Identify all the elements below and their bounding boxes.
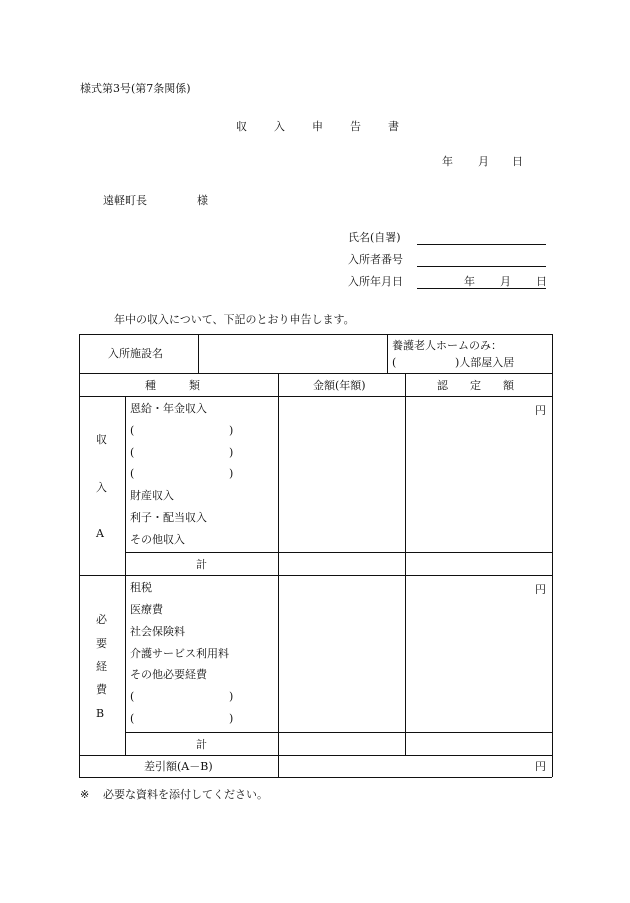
entry-month-label: 月 <box>500 275 511 288</box>
income-item: 財産収入 <box>130 489 174 502</box>
expense-section-char: B <box>96 707 105 720</box>
footnote-mark: ※ <box>80 788 90 801</box>
expense-item: ( <box>130 712 135 725</box>
income-total-label: 計 <box>196 558 207 571</box>
header-type: 種 類 <box>145 379 200 392</box>
addressee-name: 遠軽町長 <box>103 194 147 207</box>
expense-item: 医療費 <box>130 603 163 616</box>
nursing-home-note: 養護老人ホームのみ： <box>392 339 502 352</box>
income-item: ( <box>130 467 135 480</box>
title-char: 告 <box>350 120 361 133</box>
expense-item: ( <box>130 690 135 703</box>
resident-number-field[interactable] <box>417 266 546 267</box>
income-section-char: 収 <box>96 433 107 446</box>
header-amount: 金額(年額) <box>313 379 366 392</box>
income-item: ( <box>130 424 135 437</box>
expense-section-char: 経 <box>96 660 107 673</box>
difference-amount-field[interactable] <box>279 756 551 776</box>
form-number: 様式第3号(第7条関係) <box>80 82 191 95</box>
expense-item-close: ) <box>229 690 234 703</box>
expense-total-amount-field[interactable] <box>279 733 404 754</box>
expense-currency: 円 <box>535 583 546 596</box>
table-border <box>387 334 388 373</box>
resident-number-label: 入所者番号 <box>348 253 403 266</box>
table-border <box>125 396 126 755</box>
expense-section-char: 要 <box>96 637 107 650</box>
facility-name-field[interactable] <box>199 335 386 372</box>
expense-total-label: 計 <box>196 738 207 751</box>
room-open-paren: ( <box>392 356 397 369</box>
income-item-close: ) <box>229 446 234 459</box>
entry-date-field[interactable] <box>417 288 546 289</box>
income-section-char: A <box>96 527 104 540</box>
income-amount-field[interactable] <box>279 397 404 551</box>
expense-item: 社会保険料 <box>130 625 185 638</box>
expense-amount-field[interactable] <box>279 576 404 731</box>
expense-section-char: 必 <box>96 613 107 626</box>
income-item: その他収入 <box>130 533 185 546</box>
table-border <box>405 373 406 755</box>
facility-label: 入所施設名 <box>108 347 163 360</box>
entry-year-label: 年 <box>464 275 475 288</box>
expense-item: その他必要経費 <box>130 668 207 681</box>
difference-currency: 円 <box>535 760 546 773</box>
expense-item: 介護サービス利用料 <box>130 647 229 660</box>
difference-label: 差引額(A－B) <box>144 760 213 773</box>
date-day-label: 日 <box>512 155 523 168</box>
income-total-amount-field[interactable] <box>279 553 404 574</box>
table-border <box>79 334 80 777</box>
header-approved: 認 定 額 <box>437 379 514 392</box>
income-item: ( <box>130 446 135 459</box>
title-char: 収 <box>236 120 247 133</box>
addressee-honorific: 様 <box>197 194 208 207</box>
title-char: 申 <box>312 120 323 133</box>
entry-day-label: 日 <box>536 275 547 288</box>
applicant-name-field[interactable] <box>417 244 546 245</box>
date-year-label: 年 <box>442 155 453 168</box>
expense-section-char: 費 <box>96 683 107 696</box>
title-char: 入 <box>274 120 285 133</box>
table-border <box>552 334 553 777</box>
income-item: 恩給・年金収入 <box>130 402 207 415</box>
room-type-label: )人部屋入居 <box>455 356 515 369</box>
income-item: 利子・配当収入 <box>130 511 207 524</box>
table-border <box>79 373 552 374</box>
expense-item-close: ) <box>229 712 234 725</box>
income-item-close: ) <box>229 424 234 437</box>
income-item-close: ) <box>229 467 234 480</box>
entry-date-label: 入所年月日 <box>348 275 403 288</box>
document-title <box>236 121 399 132</box>
income-section-char: 入 <box>96 481 107 494</box>
income-currency: 円 <box>535 404 546 417</box>
table-border <box>79 777 552 778</box>
date-month-label: 月 <box>478 155 489 168</box>
applicant-name-label: 氏名(自署) <box>348 231 401 244</box>
footnote-text: 必要な資料を添付してください。 <box>103 788 268 801</box>
title-char: 書 <box>388 120 399 133</box>
expense-item: 租税 <box>130 581 152 594</box>
intro-text: 年中の収入について、下記のとおり申告します。 <box>114 313 355 326</box>
